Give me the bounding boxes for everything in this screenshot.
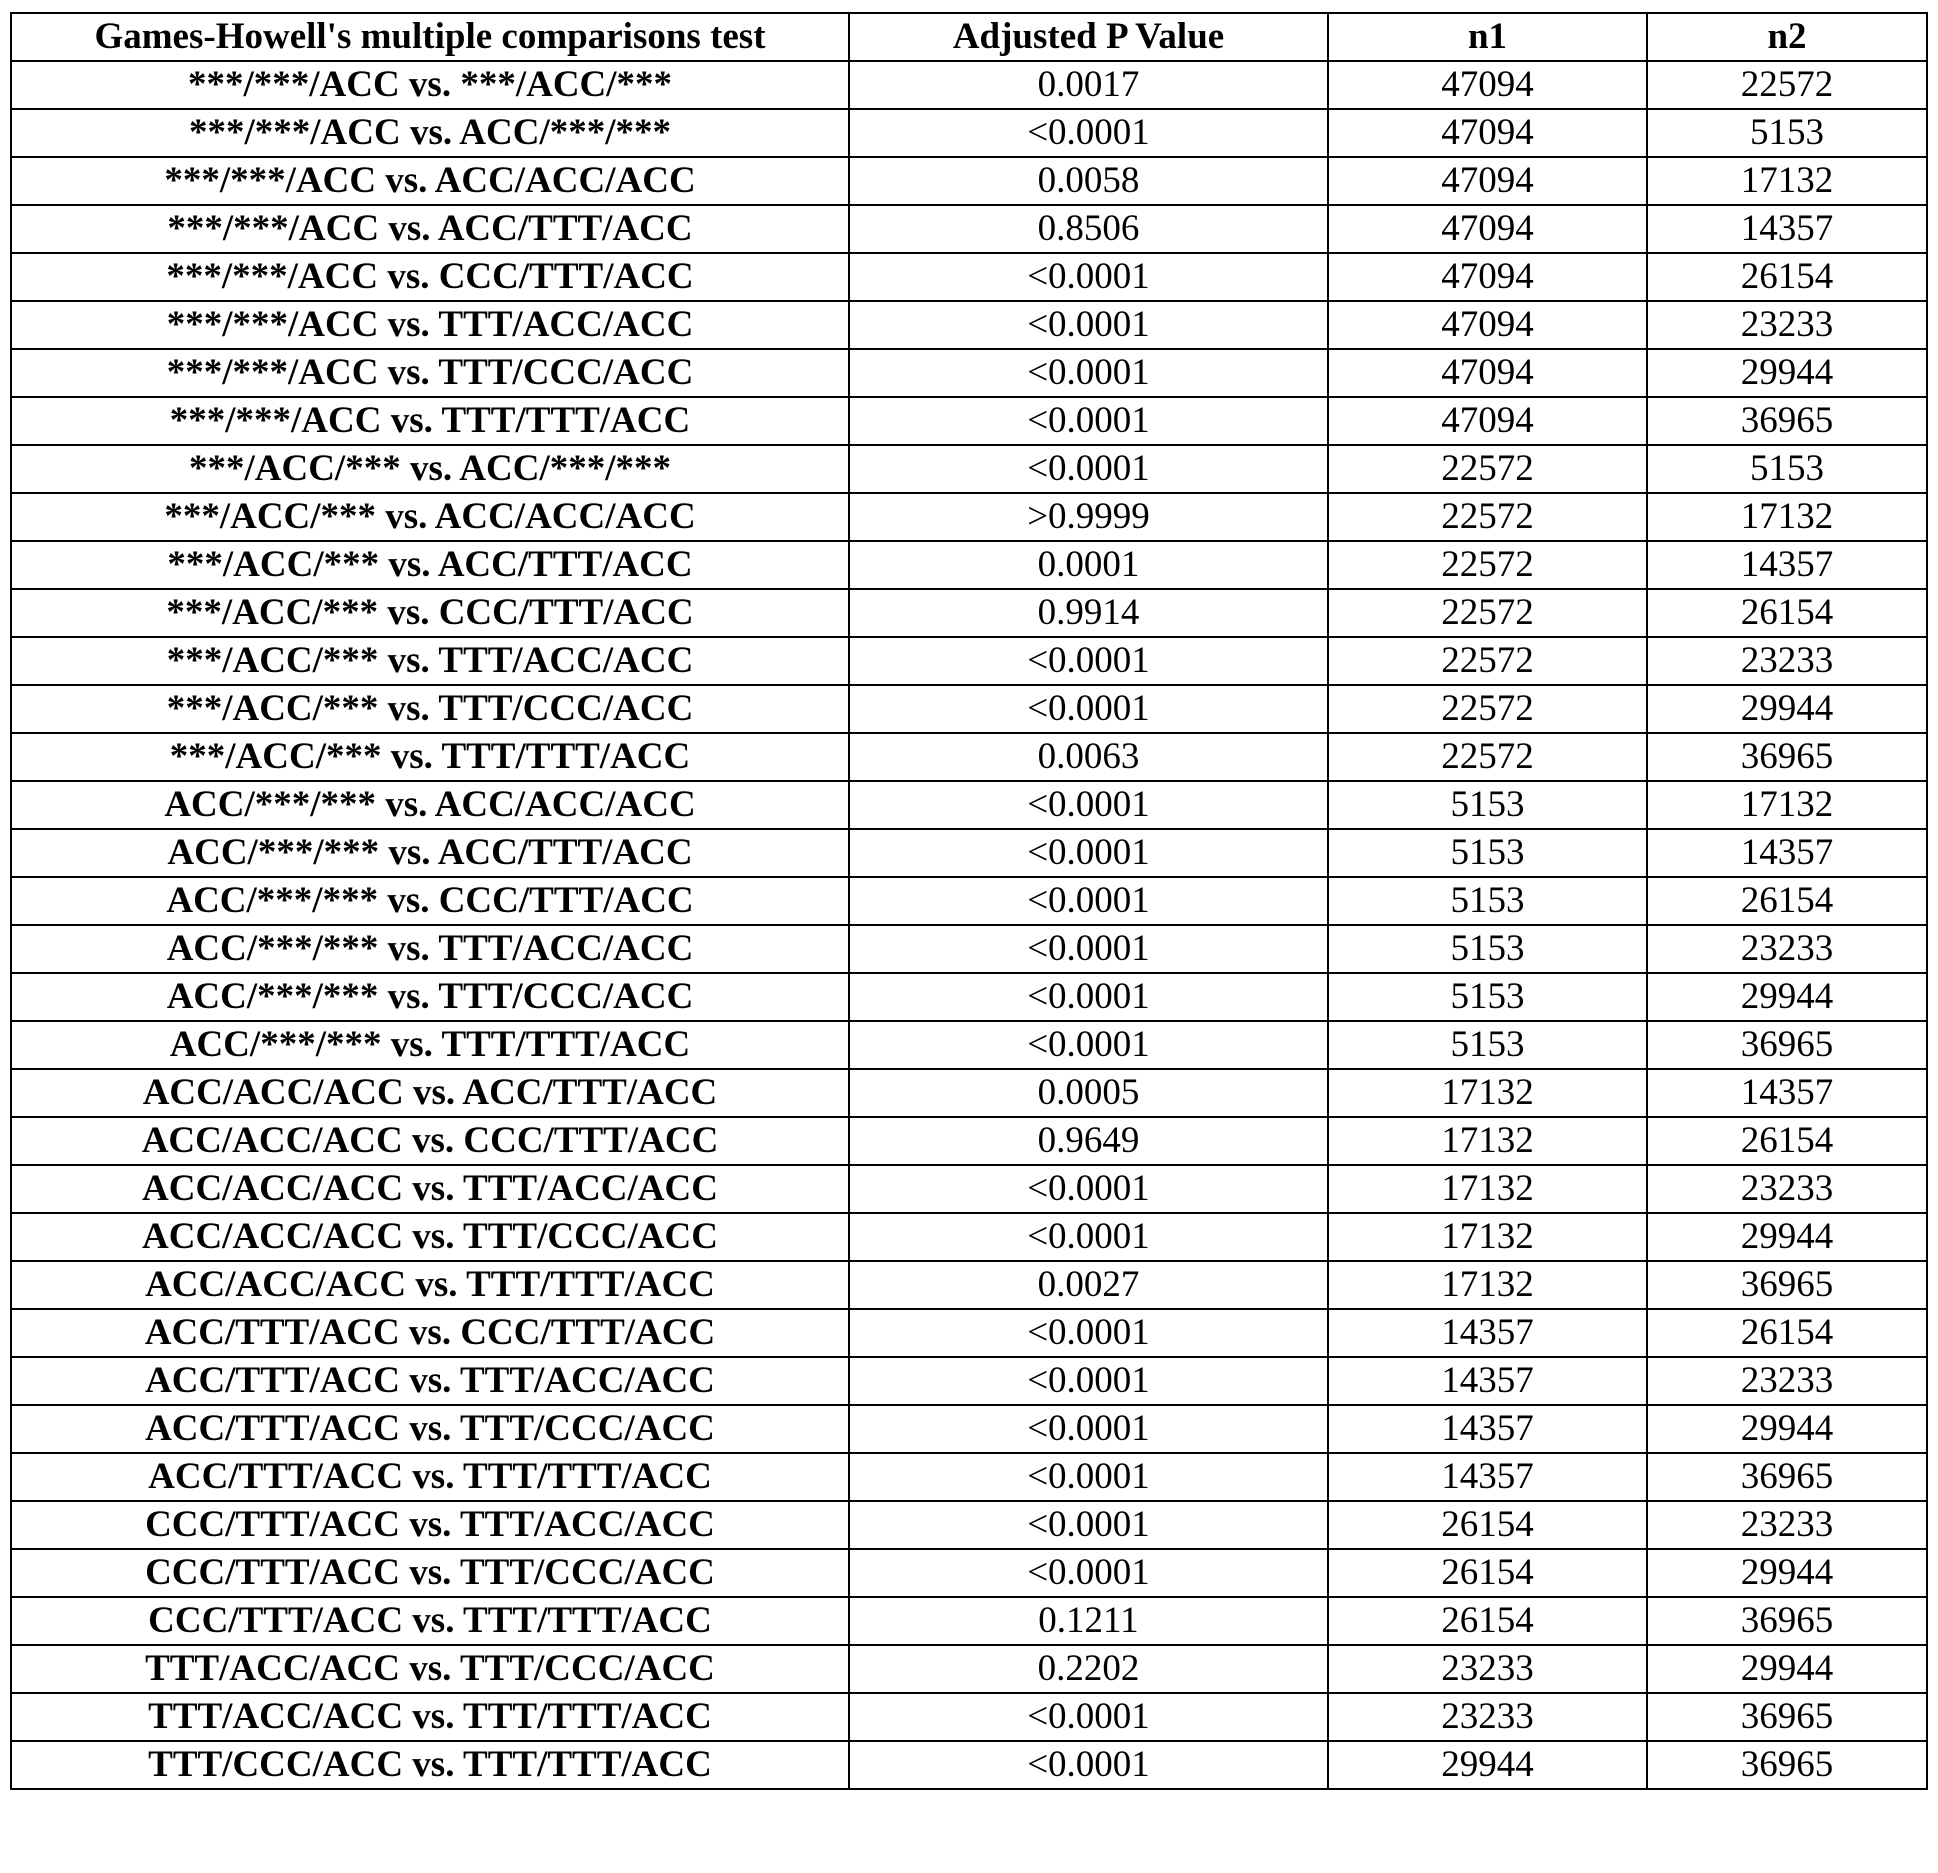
table-row — [11, 397, 1927, 445]
adjusted-p-cell: 0.1211 — [849, 1597, 1328, 1645]
adjusted-p-cell: <0.0001 — [849, 1405, 1328, 1453]
n1-cell: 5153 — [1328, 781, 1647, 829]
adjusted-p-cell: <0.0001 — [849, 1741, 1328, 1789]
comparison-cell: ***/ACC/*** vs. ACC/***/*** — [11, 445, 849, 493]
n2-cell: 14357 — [1647, 829, 1927, 877]
table-row — [11, 685, 1927, 733]
comparison-cell: ***/***/ACC vs. TTT/ACC/ACC — [11, 301, 849, 349]
table-row — [11, 637, 1927, 685]
adjusted-p-cell: <0.0001 — [849, 1453, 1328, 1501]
table-row — [11, 589, 1927, 637]
n2-cell: 5153 — [1647, 109, 1927, 157]
adjusted-p-cell: <0.0001 — [849, 1021, 1328, 1069]
comparison-cell: ACC/***/*** vs. TTT/ACC/ACC — [11, 925, 849, 973]
table-row — [11, 1117, 1927, 1165]
adjusted-p-cell: 0.0005 — [849, 1069, 1328, 1117]
n1-cell: 47094 — [1328, 349, 1647, 397]
comparison-cell: ACC/***/*** vs. ACC/ACC/ACC — [11, 781, 849, 829]
n1-cell: 26154 — [1328, 1549, 1647, 1597]
comparison-cell: CCC/TTT/ACC vs. TTT/ACC/ACC — [11, 1501, 849, 1549]
comparison-cell: ***/***/ACC vs. ACC/TTT/ACC — [11, 205, 849, 253]
header-n2: n2 — [1647, 13, 1927, 61]
n1-cell: 23233 — [1328, 1645, 1647, 1693]
table-row — [11, 253, 1927, 301]
table-row — [11, 157, 1927, 205]
comparison-cell: ***/***/ACC vs. TTT/TTT/ACC — [11, 397, 849, 445]
n1-cell: 17132 — [1328, 1213, 1647, 1261]
table-row — [11, 301, 1927, 349]
adjusted-p-cell: <0.0001 — [849, 877, 1328, 925]
comparison-cell: ACC/ACC/ACC vs. CCC/TTT/ACC — [11, 1117, 849, 1165]
table-row — [11, 1693, 1927, 1741]
n1-cell: 22572 — [1328, 733, 1647, 781]
comparison-cell: ***/***/ACC vs. ACC/ACC/ACC — [11, 157, 849, 205]
header-adjusted-p: Adjusted P Value — [849, 13, 1328, 61]
table-row — [11, 925, 1927, 973]
comparison-cell: CCC/TTT/ACC vs. TTT/TTT/ACC — [11, 1597, 849, 1645]
n1-cell: 47094 — [1328, 253, 1647, 301]
adjusted-p-cell: <0.0001 — [849, 829, 1328, 877]
adjusted-p-cell: <0.0001 — [849, 1501, 1328, 1549]
comparison-cell: ACC/ACC/ACC vs. TTT/CCC/ACC — [11, 1213, 849, 1261]
adjusted-p-cell: <0.0001 — [849, 253, 1328, 301]
table-row — [11, 1405, 1927, 1453]
table-row — [11, 1357, 1927, 1405]
n2-cell: 26154 — [1647, 1309, 1927, 1357]
n2-cell: 36965 — [1647, 1261, 1927, 1309]
n2-cell: 23233 — [1647, 1357, 1927, 1405]
table-row — [11, 1261, 1927, 1309]
n1-cell: 17132 — [1328, 1069, 1647, 1117]
n2-cell: 29944 — [1647, 349, 1927, 397]
n1-cell: 22572 — [1328, 637, 1647, 685]
n2-cell: 26154 — [1647, 589, 1927, 637]
table-row — [11, 1165, 1927, 1213]
comparison-cell: ***/***/ACC vs. TTT/CCC/ACC — [11, 349, 849, 397]
n1-cell: 47094 — [1328, 109, 1647, 157]
n2-cell: 36965 — [1647, 1453, 1927, 1501]
table-row — [11, 781, 1927, 829]
n2-cell: 36965 — [1647, 1021, 1927, 1069]
comparison-cell: ***/ACC/*** vs. CCC/TTT/ACC — [11, 589, 849, 637]
adjusted-p-cell: <0.0001 — [849, 973, 1328, 1021]
comparison-cell: ***/***/ACC vs. ***/ACC/*** — [11, 61, 849, 109]
n2-cell: 36965 — [1647, 1597, 1927, 1645]
adjusted-p-cell: <0.0001 — [849, 349, 1328, 397]
n1-cell: 22572 — [1328, 493, 1647, 541]
header-n1: n1 — [1328, 13, 1647, 61]
n2-cell: 17132 — [1647, 781, 1927, 829]
n2-cell: 23233 — [1647, 1501, 1927, 1549]
comparison-cell: ACC/TTT/ACC vs. TTT/ACC/ACC — [11, 1357, 849, 1405]
table-row — [11, 349, 1927, 397]
n1-cell: 47094 — [1328, 61, 1647, 109]
table-row — [11, 1597, 1927, 1645]
n2-cell: 26154 — [1647, 877, 1927, 925]
adjusted-p-cell: <0.0001 — [849, 397, 1328, 445]
n1-cell: 22572 — [1328, 541, 1647, 589]
n1-cell: 47094 — [1328, 157, 1647, 205]
table-row — [11, 877, 1927, 925]
adjusted-p-cell: 0.2202 — [849, 1645, 1328, 1693]
n1-cell: 5153 — [1328, 973, 1647, 1021]
n1-cell: 26154 — [1328, 1597, 1647, 1645]
n1-cell: 5153 — [1328, 925, 1647, 973]
table-row — [11, 541, 1927, 589]
comparison-cell: ACC/***/*** vs. TTT/CCC/ACC — [11, 973, 849, 1021]
adjusted-p-cell: 0.0017 — [849, 61, 1328, 109]
n1-cell: 47094 — [1328, 397, 1647, 445]
adjusted-p-cell: <0.0001 — [849, 1165, 1328, 1213]
comparison-cell: ACC/ACC/ACC vs. TTT/ACC/ACC — [11, 1165, 849, 1213]
adjusted-p-cell: <0.0001 — [849, 109, 1328, 157]
table-row — [11, 1309, 1927, 1357]
table-row — [11, 1021, 1927, 1069]
comparison-cell: ***/ACC/*** vs. TTT/CCC/ACC — [11, 685, 849, 733]
table-row — [11, 205, 1927, 253]
table-row — [11, 1645, 1927, 1693]
adjusted-p-cell: 0.9914 — [849, 589, 1328, 637]
adjusted-p-cell: <0.0001 — [849, 1213, 1328, 1261]
n1-cell: 22572 — [1328, 589, 1647, 637]
adjusted-p-cell: <0.0001 — [849, 925, 1328, 973]
n1-cell: 14357 — [1328, 1453, 1647, 1501]
n2-cell: 36965 — [1647, 397, 1927, 445]
n1-cell: 5153 — [1328, 877, 1647, 925]
adjusted-p-cell: <0.0001 — [849, 445, 1328, 493]
table-row — [11, 1069, 1927, 1117]
comparison-cell: ***/ACC/*** vs. ACC/TTT/ACC — [11, 541, 849, 589]
adjusted-p-cell: <0.0001 — [849, 637, 1328, 685]
n1-cell: 29944 — [1328, 1741, 1647, 1789]
adjusted-p-cell: <0.0001 — [849, 1549, 1328, 1597]
table-row — [11, 1213, 1927, 1261]
table-row — [11, 61, 1927, 109]
comparison-cell: TTT/ACC/ACC vs. TTT/TTT/ACC — [11, 1693, 849, 1741]
n2-cell: 23233 — [1647, 301, 1927, 349]
n2-cell: 17132 — [1647, 493, 1927, 541]
table-row — [11, 1549, 1927, 1597]
n1-cell: 14357 — [1328, 1309, 1647, 1357]
n2-cell: 29944 — [1647, 685, 1927, 733]
adjusted-p-cell: 0.0058 — [849, 157, 1328, 205]
n2-cell: 14357 — [1647, 1069, 1927, 1117]
adjusted-p-cell: <0.0001 — [849, 1357, 1328, 1405]
n1-cell: 5153 — [1328, 829, 1647, 877]
adjusted-p-cell: <0.0001 — [849, 685, 1328, 733]
adjusted-p-cell: 0.8506 — [849, 205, 1328, 253]
adjusted-p-cell: <0.0001 — [849, 301, 1328, 349]
n2-cell: 5153 — [1647, 445, 1927, 493]
n1-cell: 22572 — [1328, 445, 1647, 493]
games-howell-table — [10, 12, 1928, 1790]
comparison-cell: TTT/CCC/ACC vs. TTT/TTT/ACC — [11, 1741, 849, 1789]
table-row — [11, 829, 1927, 877]
n1-cell: 26154 — [1328, 1501, 1647, 1549]
comparison-cell: ACC/TTT/ACC vs. CCC/TTT/ACC — [11, 1309, 849, 1357]
comparison-cell: ***/***/ACC vs. CCC/TTT/ACC — [11, 253, 849, 301]
adjusted-p-cell: <0.0001 — [849, 1693, 1328, 1741]
table-row — [11, 445, 1927, 493]
n1-cell: 5153 — [1328, 1021, 1647, 1069]
comparison-cell: ACC/***/*** vs. ACC/TTT/ACC — [11, 829, 849, 877]
header-comparison: Games-Howell's multiple comparisons test — [11, 13, 849, 61]
comparison-cell: ACC/***/*** vs. TTT/TTT/ACC — [11, 1021, 849, 1069]
n2-cell: 29944 — [1647, 1549, 1927, 1597]
n2-cell: 17132 — [1647, 157, 1927, 205]
n2-cell: 14357 — [1647, 541, 1927, 589]
n2-cell: 29944 — [1647, 1213, 1927, 1261]
n1-cell: 14357 — [1328, 1357, 1647, 1405]
n2-cell: 23233 — [1647, 1165, 1927, 1213]
comparison-cell: ***/ACC/*** vs. ACC/ACC/ACC — [11, 493, 849, 541]
n2-cell: 36965 — [1647, 733, 1927, 781]
n2-cell: 23233 — [1647, 925, 1927, 973]
n1-cell: 23233 — [1328, 1693, 1647, 1741]
comparison-cell: ACC/TTT/ACC vs. TTT/TTT/ACC — [11, 1453, 849, 1501]
adjusted-p-cell: 0.0027 — [849, 1261, 1328, 1309]
n2-cell: 36965 — [1647, 1741, 1927, 1789]
n2-cell: 23233 — [1647, 637, 1927, 685]
comparison-cell: ***/***/ACC vs. ACC/***/*** — [11, 109, 849, 157]
comparison-cell: ACC/ACC/ACC vs. TTT/TTT/ACC — [11, 1261, 849, 1309]
comparison-cell: ACC/***/*** vs. CCC/TTT/ACC — [11, 877, 849, 925]
n1-cell: 47094 — [1328, 301, 1647, 349]
n1-cell: 17132 — [1328, 1261, 1647, 1309]
n1-cell: 47094 — [1328, 205, 1647, 253]
adjusted-p-cell: 0.0001 — [849, 541, 1328, 589]
adjusted-p-cell: 0.9649 — [849, 1117, 1328, 1165]
n1-cell: 17132 — [1328, 1165, 1647, 1213]
adjusted-p-cell: <0.0001 — [849, 781, 1328, 829]
n2-cell: 22572 — [1647, 61, 1927, 109]
comparison-cell: TTT/ACC/ACC vs. TTT/CCC/ACC — [11, 1645, 849, 1693]
adjusted-p-cell: 0.0063 — [849, 733, 1328, 781]
comparison-cell: ***/ACC/*** vs. TTT/ACC/ACC — [11, 637, 849, 685]
adjusted-p-cell: >0.9999 — [849, 493, 1328, 541]
table-row — [11, 1741, 1927, 1789]
n2-cell: 26154 — [1647, 1117, 1927, 1165]
comparison-cell: ***/ACC/*** vs. TTT/TTT/ACC — [11, 733, 849, 781]
table-row — [11, 733, 1927, 781]
n2-cell: 29944 — [1647, 1645, 1927, 1693]
table-row — [11, 493, 1927, 541]
header-row — [11, 13, 1927, 61]
n1-cell: 22572 — [1328, 685, 1647, 733]
table-row — [11, 109, 1927, 157]
comparison-cell: ACC/TTT/ACC vs. TTT/CCC/ACC — [11, 1405, 849, 1453]
n2-cell: 29944 — [1647, 973, 1927, 1021]
comparison-cell: CCC/TTT/ACC vs. TTT/CCC/ACC — [11, 1549, 849, 1597]
table-row — [11, 973, 1927, 1021]
table-row — [11, 1501, 1927, 1549]
n2-cell: 29944 — [1647, 1405, 1927, 1453]
n2-cell: 26154 — [1647, 253, 1927, 301]
adjusted-p-cell: <0.0001 — [849, 1309, 1328, 1357]
n1-cell: 17132 — [1328, 1117, 1647, 1165]
comparison-cell: ACC/ACC/ACC vs. ACC/TTT/ACC — [11, 1069, 849, 1117]
n2-cell: 14357 — [1647, 205, 1927, 253]
n2-cell: 36965 — [1647, 1693, 1927, 1741]
table-row — [11, 1453, 1927, 1501]
n1-cell: 14357 — [1328, 1405, 1647, 1453]
